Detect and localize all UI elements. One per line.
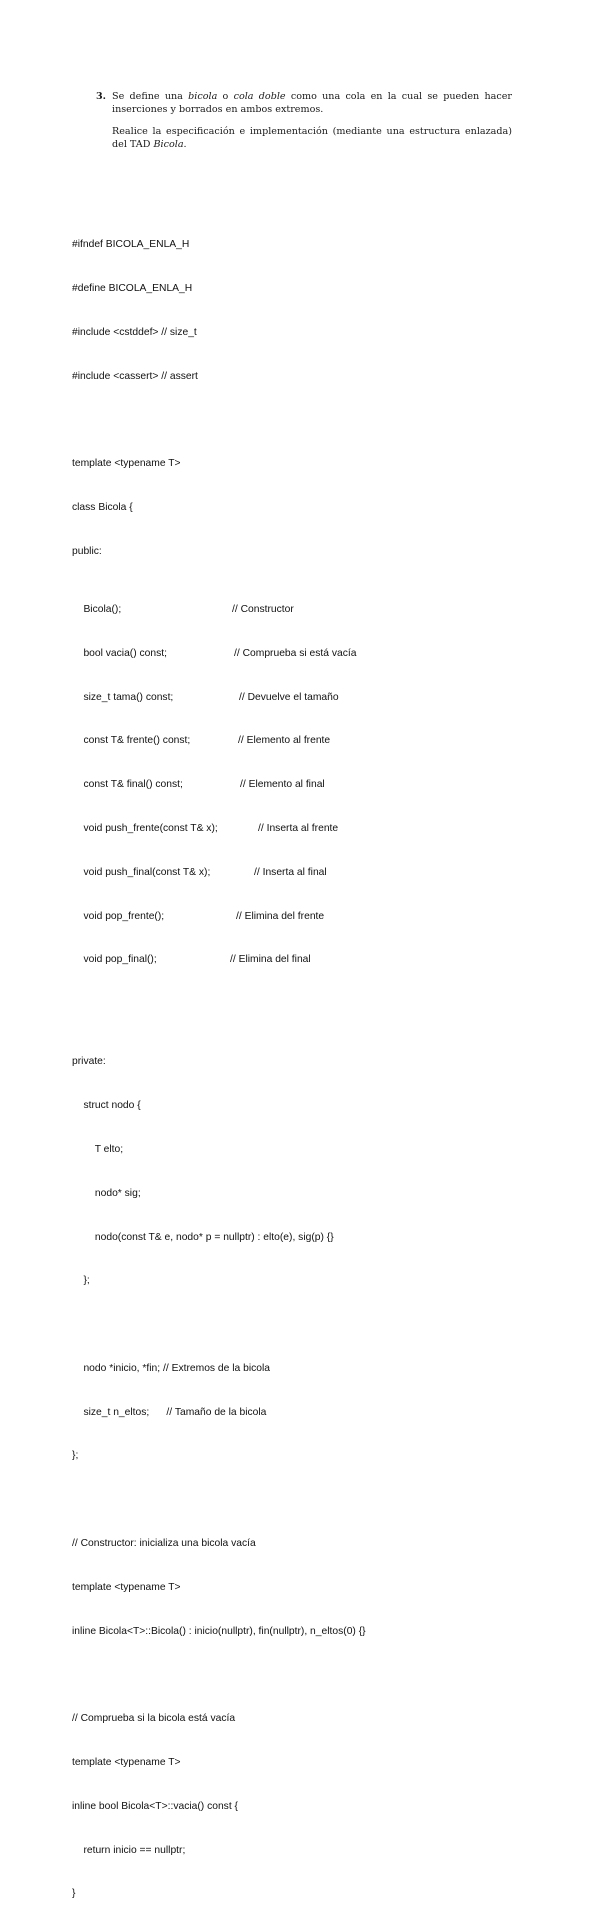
- code-line: T elto;: [72, 1144, 124, 1155]
- code-line: template <typename T>: [72, 458, 181, 470]
- code-line: private:: [72, 1056, 106, 1068]
- code-line: [72, 647, 572, 662]
- blank-line: [72, 1012, 572, 1027]
- code-comment: // Inserta al frente: [258, 822, 339, 834]
- blank-line: [72, 1668, 572, 1683]
- code-line: [72, 910, 572, 925]
- code-line: [72, 691, 572, 706]
- code-line: return inicio == nullptr;: [72, 1844, 186, 1856]
- code-line: // Comprueba si la bicola está vacía: [72, 1713, 236, 1725]
- code-line: [72, 866, 572, 881]
- code-line: #include <cstddef> // size_t: [72, 326, 197, 338]
- code-comment: // Devuelve el tamaño: [239, 691, 339, 703]
- code-line: nodo *inicio, *fin; // Extremos de la bicola: [72, 1362, 271, 1374]
- code-text: size_t tama() const;: [72, 691, 174, 703]
- code-line: #ifndef BICOLA_ENLA_H: [72, 239, 190, 251]
- exercise-paragraph-1: Se define una bicola o cola doble como una cola en la cual se pueden hacer inserciones y borrados en ambos extremos.: [112, 91, 512, 115]
- code-line: template <typename T>: [72, 1581, 181, 1593]
- code-comment: // Elemento al final: [240, 779, 325, 791]
- blank-line: [72, 1493, 572, 1508]
- code-text: void pop_frente();: [72, 910, 165, 922]
- code-comment: // Comprueba si está vacía: [234, 647, 357, 659]
- code-listing: [72, 209, 572, 1931]
- code-line: size_t n_eltos; // Tamaño de la bicola: [72, 1406, 267, 1418]
- code-line: nodo(const T& e, nodo* p = nullptr) : elto(e), sig(p) {}: [72, 1231, 334, 1243]
- code-line: [72, 953, 572, 968]
- exercise-paragraph-2: Realice la especificación e implementación (mediante una estructura enlazada) del TAD Bicola.: [112, 126, 512, 150]
- code-text: const T& final() const;: [72, 779, 183, 791]
- code-line: #define BICOLA_ENLA_H: [72, 282, 193, 294]
- code-line: // Constructor: inicializa una bicola vacía: [72, 1538, 256, 1550]
- code-text: void pop_final();: [72, 954, 157, 966]
- term-tad-bicola: Bicola: [153, 139, 184, 150]
- term-cola-doble: cola doble: [233, 91, 286, 102]
- blank-line: [72, 413, 572, 428]
- exercise-number: 3.: [96, 91, 107, 102]
- code-line: inline bool Bicola<T>::vacia() const {: [72, 1800, 238, 1812]
- code-comment: // Elemento al frente: [238, 735, 331, 747]
- code-text: Bicola();: [72, 604, 122, 616]
- code-line: };: [72, 1275, 90, 1287]
- code-text: void push_final(const T& x);: [72, 866, 211, 878]
- code-text: void push_frente(const T& x);: [72, 822, 218, 834]
- exercise-statement: [96, 90, 512, 151]
- code-comment: // Elimina del frente: [236, 910, 325, 922]
- term-bicola: bicola: [188, 91, 218, 102]
- code-line: [72, 603, 572, 618]
- code-line: [72, 822, 572, 837]
- code-line: class Bicola {: [72, 501, 133, 513]
- code-line: #include <cassert> // assert: [72, 370, 198, 382]
- code-comment: // Constructor: [232, 604, 294, 616]
- code-line: template <typename T>: [72, 1756, 181, 1768]
- code-comment: // Elimina del final: [230, 954, 311, 966]
- blank-line: [72, 1318, 572, 1333]
- code-line: struct nodo {: [72, 1100, 141, 1112]
- code-line: [72, 734, 572, 749]
- code-comment: // Inserta al final: [254, 866, 327, 878]
- code-line: inline Bicola<T>::Bicola() : inicio(nullptr), fin(nullptr), n_eltos(0) {}: [72, 1625, 366, 1637]
- code-line: };: [72, 1450, 79, 1462]
- code-line: nodo* sig;: [72, 1187, 141, 1199]
- code-text: const T& frente() const;: [72, 735, 191, 747]
- code-line: [72, 778, 572, 793]
- code-line: }: [72, 1888, 76, 1900]
- code-line: public:: [72, 545, 102, 557]
- code-text: bool vacia() const;: [72, 647, 167, 659]
